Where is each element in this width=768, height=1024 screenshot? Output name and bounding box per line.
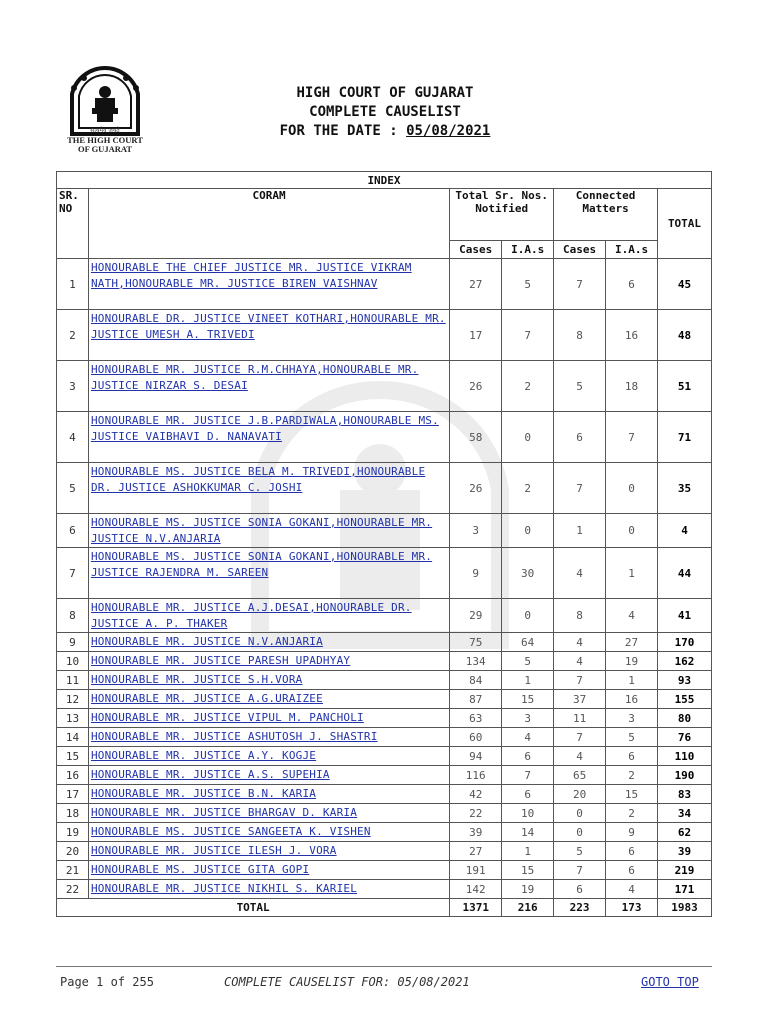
notified-cases: 60 [450,728,502,747]
sr-number: 7 [57,548,89,599]
connected-ias: 16 [606,690,658,709]
sub-ias: I.A.s [606,241,658,259]
col-coram: CORAM [88,189,449,259]
table-row [57,804,712,823]
document-header [250,84,520,141]
connected-ias: 27 [606,633,658,652]
row-total: 4 [658,514,712,548]
notified-cases: 27 [450,259,502,310]
notified-ias: 5 [502,652,554,671]
sr-number: 13 [57,709,89,728]
coram-link[interactable]: HONOURABLE MR. JUSTICE R.M.CHHAYA,HONOURABLE MR. JUSTICE NIRZAR S. DESAI [90,363,419,392]
sr-number: 5 [57,463,89,514]
connected-cases: 7 [554,259,606,310]
coram-link[interactable]: HONOURABLE MR. JUSTICE A.G.URAIZEE [90,692,323,705]
goto-top-link[interactable]: GOTO TOP [641,975,699,989]
coram-cell [88,785,449,804]
coram-cell [88,412,449,463]
court-name: HIGH COURT OF GUJARAT [296,85,474,101]
notified-ias: 15 [502,690,554,709]
coram-link[interactable]: HONOURABLE MR. JUSTICE A.S. SUPEHIA [90,768,330,781]
row-total: 51 [658,361,712,412]
connected-ias: 2 [606,766,658,785]
connected-cases: 11 [554,709,606,728]
coram-link[interactable]: HONOURABLE MS. JUSTICE GITA GOPI [90,863,310,876]
row-total: 34 [658,804,712,823]
notified-cases: 26 [450,361,502,412]
index-heading: INDEX [57,172,712,189]
sr-number: 8 [57,599,89,633]
row-total: 35 [658,463,712,514]
notified-ias: 0 [502,412,554,463]
notified-ias: 0 [502,514,554,548]
connected-ias: 3 [606,709,658,728]
table-row [57,412,712,463]
row-total: 45 [658,259,712,310]
logo-caption: THE HIGH COURT OF GUJARAT [67,135,143,154]
coram-link[interactable]: HONOURABLE MS. JUSTICE BELA M. TRIVEDI,HONOURABLE DR. JUSTICE ASHOKKUMAR C. JOSHI [90,465,426,494]
notified-ias: 0 [502,599,554,633]
notified-ias: 3 [502,709,554,728]
coram-cell [88,709,449,728]
row-total: 190 [658,766,712,785]
table-row [57,766,712,785]
table-row [57,463,712,514]
row-total: 44 [658,548,712,599]
notified-cases: 22 [450,804,502,823]
sub-cases: Cases [554,241,606,259]
coram-link[interactable]: HONOURABLE THE CHIEF JUSTICE MR. JUSTICE VIKRAM NATH,HONOURABLE MR. JUSTICE BIREN VAISHNAV [90,261,412,290]
coram-link[interactable]: HONOURABLE MR. JUSTICE N.V.ANJARIA [90,635,323,648]
connected-cases: 37 [554,690,606,709]
sr-number: 17 [57,785,89,804]
row-total: 219 [658,861,712,880]
sr-number: 10 [57,652,89,671]
sub-cases: Cases [450,241,502,259]
document-title: COMPLETE CAUSELIST [309,104,461,120]
table-row [57,633,712,652]
connected-cases: 5 [554,361,606,412]
coram-link[interactable]: HONOURABLE MR. JUSTICE VIPUL M. PANCHOLI [90,711,364,724]
notified-cases: 134 [450,652,502,671]
notified-cases: 84 [450,671,502,690]
col-total-notified: Total Sr. Nos. Notified [450,189,554,241]
connected-ias: 18 [606,361,658,412]
sub-ias: I.A.s [502,241,554,259]
connected-cases: 8 [554,599,606,633]
causelist-date: 05/08/2021 [406,123,491,139]
footer-title: COMPLETE CAUSELIST FOR: 05/08/2021 [224,975,470,989]
coram-link[interactable]: HONOURABLE MS. JUSTICE SANGEETA K. VISHEN [90,825,371,838]
coram-link[interactable]: HONOURABLE MR. JUSTICE S.H.VORA [90,673,303,686]
connected-cases: 5 [554,842,606,861]
row-total: 110 [658,747,712,766]
coram-link[interactable]: HONOURABLE MR. JUSTICE J.B.PARDIWALA,HONOURABLE MS. JUSTICE VAIBHAVI D. NANAVATI [90,414,439,443]
notified-ias: 5 [502,259,554,310]
sr-number: 4 [57,412,89,463]
sr-number: 11 [57,671,89,690]
connected-cases: 7 [554,671,606,690]
row-total: 41 [658,599,712,633]
notified-ias: 64 [502,633,554,652]
notified-ias: 19 [502,880,554,899]
sr-number: 6 [57,514,89,548]
connected-cases: 7 [554,463,606,514]
notified-cases: 87 [450,690,502,709]
index-table [56,171,712,917]
coram-cell [88,690,449,709]
table-row [57,785,712,804]
connected-cases: 7 [554,861,606,880]
connected-ias: 0 [606,514,658,548]
table-row [57,709,712,728]
connected-ias: 6 [606,842,658,861]
sr-number: 20 [57,842,89,861]
connected-cases: 4 [554,747,606,766]
coram-link[interactable]: HONOURABLE DR. JUSTICE VINEET KOTHARI,HONOURABLE MR. JUSTICE UMESH A. TRIVEDI [90,312,446,341]
notified-cases: 75 [450,633,502,652]
table-row [57,310,712,361]
row-total: 162 [658,652,712,671]
connected-cases: 65 [554,766,606,785]
table-row [57,842,712,861]
connected-cases: 0 [554,804,606,823]
coram-cell [88,747,449,766]
notified-cases: 29 [450,599,502,633]
sr-number: 1 [57,259,89,310]
row-total: 76 [658,728,712,747]
logo-motto: सत्यमेव जयते [90,127,120,134]
coram-cell [88,548,449,599]
coram-cell [88,514,449,548]
coram-link[interactable]: HONOURABLE MR. JUSTICE B.N. KARIA [90,787,317,800]
row-total: 48 [658,310,712,361]
sr-number: 18 [57,804,89,823]
coram-link[interactable]: HONOURABLE MR. JUSTICE ILESH J. VORA [90,844,337,857]
table-row [57,747,712,766]
coram-link[interactable]: HONOURABLE MR. JUSTICE A.J.DESAI,HONOURABLE DR. JUSTICE A. P. THAKER [90,601,412,630]
notified-ias: 7 [502,766,554,785]
sr-number: 2 [57,310,89,361]
notified-cases: 191 [450,861,502,880]
connected-cases: 6 [554,880,606,899]
total-ias: 216 [502,899,554,917]
coram-cell [88,633,449,652]
grand-total: 1983 [658,899,712,917]
notified-ias: 10 [502,804,554,823]
coram-link[interactable]: HONOURABLE MR. JUSTICE NIKHIL S. KARIEL [90,882,358,895]
connected-ias: 16 [606,310,658,361]
notified-ias: 2 [502,361,554,412]
sr-number: 3 [57,361,89,412]
page-number: Page 1 of 255 [60,975,154,989]
coram-cell [88,310,449,361]
connected-ias: 4 [606,599,658,633]
notified-cases: 58 [450,412,502,463]
table-row [57,880,712,899]
table-row [57,823,712,842]
coram-cell [88,361,449,412]
total-connected-cases: 223 [554,899,606,917]
coram-cell [88,599,449,633]
notified-ias: 6 [502,785,554,804]
table-row [57,548,712,599]
table-row [57,599,712,633]
notified-cases: 26 [450,463,502,514]
connected-ias: 2 [606,804,658,823]
notified-cases: 17 [450,310,502,361]
table-row [57,514,712,548]
col-connected-matters: Connected Matters [554,189,658,241]
coram-cell [88,804,449,823]
notified-ias: 2 [502,463,554,514]
connected-ias: 1 [606,548,658,599]
coram-link[interactable]: HONOURABLE MR. JUSTICE A.Y. KOGJE [90,749,317,762]
notified-ias: 1 [502,842,554,861]
notified-cases: 94 [450,747,502,766]
connected-ias: 19 [606,652,658,671]
col-total: TOTAL [658,189,712,259]
coram-link[interactable]: HONOURABLE MR. JUSTICE BHARGAV D. KARIA [90,806,358,819]
notified-cases: 63 [450,709,502,728]
sr-number: 21 [57,861,89,880]
date-line: FOR THE DATE : 05/08/2021 [279,123,491,139]
table-row [57,652,712,671]
total-label: TOTAL [57,899,450,917]
row-total: 80 [658,709,712,728]
coram-link[interactable]: HONOURABLE MR. JUSTICE PARESH UPADHYAY [90,654,351,667]
table-row [57,259,712,310]
notified-ias: 30 [502,548,554,599]
connected-ias: 15 [606,785,658,804]
notified-cases: 142 [450,880,502,899]
notified-ias: 7 [502,310,554,361]
connected-cases: 4 [554,633,606,652]
notified-cases: 116 [450,766,502,785]
sr-number: 9 [57,633,89,652]
connected-ias: 1 [606,671,658,690]
connected-ias: 5 [606,728,658,747]
table-row [57,728,712,747]
table-row [57,861,712,880]
footer-divider [56,966,712,967]
connected-ias: 9 [606,823,658,842]
notified-ias: 4 [502,728,554,747]
connected-cases: 0 [554,823,606,842]
total-cases: 1371 [450,899,502,917]
notified-ias: 14 [502,823,554,842]
row-total: 71 [658,412,712,463]
connected-ias: 7 [606,412,658,463]
coram-cell [88,823,449,842]
connected-ias: 4 [606,880,658,899]
connected-cases: 7 [554,728,606,747]
coram-cell [88,728,449,747]
coram-cell [88,259,449,310]
notified-cases: 3 [450,514,502,548]
col-sr-no: SR. NO [57,189,89,259]
notified-cases: 39 [450,823,502,842]
row-total: 62 [658,823,712,842]
row-total: 39 [658,842,712,861]
row-total: 171 [658,880,712,899]
coram-cell [88,861,449,880]
sr-number: 16 [57,766,89,785]
connected-cases: 8 [554,310,606,361]
coram-cell [88,652,449,671]
notified-cases: 27 [450,842,502,861]
coram-link[interactable]: HONOURABLE MS. JUSTICE SONIA GOKANI,HONOURABLE MR. JUSTICE N.V.ANJARIA [90,516,433,545]
coram-cell [88,463,449,514]
connected-ias: 6 [606,747,658,766]
row-total: 170 [658,633,712,652]
connected-cases: 4 [554,652,606,671]
connected-cases: 4 [554,548,606,599]
total-connected-ias: 173 [606,899,658,917]
sr-number: 19 [57,823,89,842]
connected-ias: 6 [606,259,658,310]
sr-number: 14 [57,728,89,747]
notified-ias: 6 [502,747,554,766]
coram-link[interactable]: HONOURABLE MS. JUSTICE SONIA GOKANI,HONOURABLE MR. JUSTICE RAJENDRA M. SAREEN [90,550,433,579]
connected-cases: 1 [554,514,606,548]
table-row [57,671,712,690]
notified-cases: 42 [450,785,502,804]
sr-number: 12 [57,690,89,709]
row-total: 93 [658,671,712,690]
notified-ias: 1 [502,671,554,690]
coram-cell [88,880,449,899]
coram-link[interactable]: HONOURABLE MR. JUSTICE ASHUTOSH J. SHASTRI [90,730,378,743]
row-total: 83 [658,785,712,804]
connected-cases: 20 [554,785,606,804]
sr-number: 15 [57,747,89,766]
connected-cases: 6 [554,412,606,463]
notified-ias: 15 [502,861,554,880]
coram-cell [88,671,449,690]
table-row [57,690,712,709]
notified-cases: 9 [450,548,502,599]
connected-ias: 0 [606,463,658,514]
row-total: 155 [658,690,712,709]
table-row [57,361,712,412]
coram-cell [88,842,449,861]
sr-number: 22 [57,880,89,899]
connected-ias: 6 [606,861,658,880]
coram-cell [88,766,449,785]
